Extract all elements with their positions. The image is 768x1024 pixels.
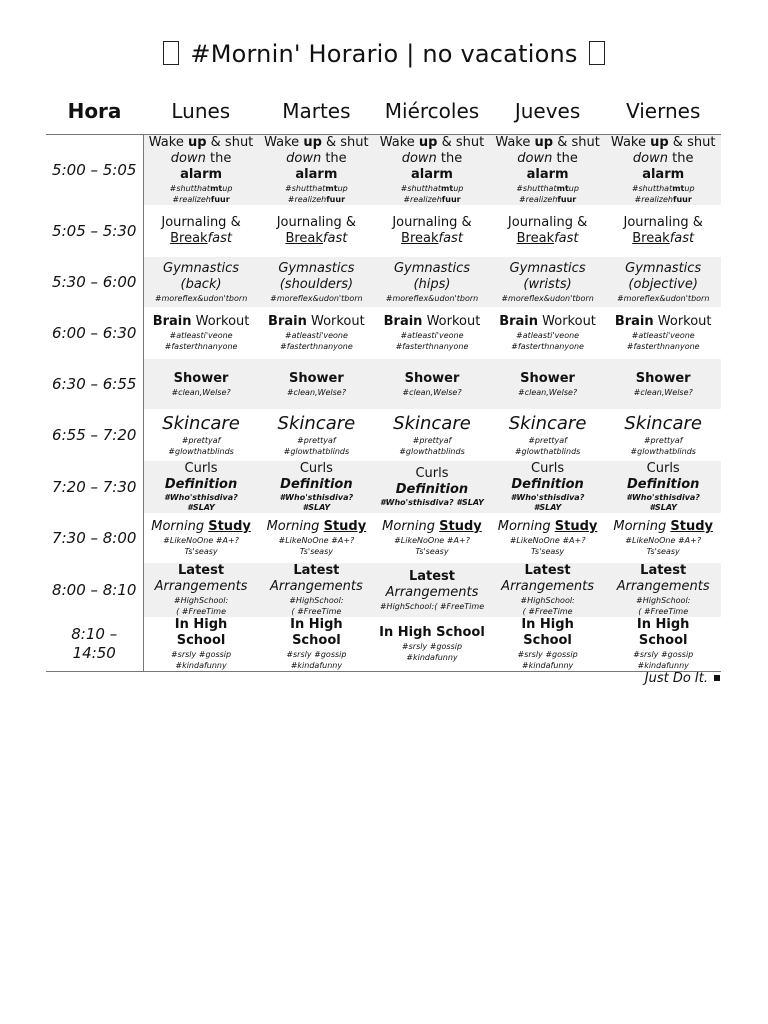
time-cell: 6:55 – 7:20 <box>46 409 143 461</box>
shower-cell: Shower #clean,Welse? <box>374 359 490 409</box>
wake-cell: Wake up & shut down the alarm #shutthatmtup #realizehfuur <box>259 135 375 206</box>
time-cell: 5:05 – 5:30 <box>46 205 143 257</box>
latest-cell: Latest Arrangements #HighSchool: ( #FreeTime <box>490 563 606 617</box>
latest-cell: Latest Arrangements #HighSchool:( #FreeTime <box>374 563 490 617</box>
header-row <box>46 88 721 135</box>
brain-cell: Brain Workout #atleasti'veone #fasterthnanyone <box>614 314 712 351</box>
table-row <box>46 617 721 672</box>
time-cell: 5:00 – 5:05 <box>46 135 143 206</box>
latest-cell: Latest Arrangements #HighSchool: ( #FreeTime <box>259 563 375 617</box>
shower-cell: Shower #clean,Welse? <box>490 359 606 409</box>
gym-cell: Gymnastics (objective) #moreflex&udon'tborn <box>605 257 721 307</box>
time-cell: 5:30 – 6:00 <box>46 257 143 307</box>
curls-cell: Curls Definition #Who'sthisdiva? #SLAY <box>490 461 606 513</box>
shower-cell: Shower #clean,Welse? <box>605 359 721 409</box>
skincare-cell: Skincare #prettyaf #glowthatblinds <box>508 413 587 456</box>
curls-cell: Curls Definition #Who'sthisdiva? #SLAY <box>143 461 259 513</box>
latest-cell: Latest Arrangements #HighSchool: ( #FreeTime <box>143 563 259 617</box>
wake-cell: Wake up & shut down the alarm #shutthatmtup #realizehfuur <box>490 135 606 206</box>
schedule-table <box>46 88 721 672</box>
table-row <box>46 409 721 461</box>
curls-cell: Curls Definition #Who'sthisdiva? #SLAY <box>374 461 490 513</box>
brain-cell: Brain Workout #atleasti'veone #fasterthnanyone <box>152 314 250 351</box>
table-row <box>46 205 721 257</box>
skincare-cell: Skincare #prettyaf #glowthatblinds <box>393 413 471 456</box>
brain-cell: Brain Workout #atleasti'veone #fasterthnanyone <box>268 314 365 351</box>
header-day: Jueves <box>490 88 606 135</box>
skincare-cell: Skincare #prettyaf #glowthatblinds <box>624 413 703 456</box>
school-cell: In High School #srsly #gossip #kindafunny <box>143 617 259 672</box>
journal-cell: Journaling & Breakfast <box>623 215 703 246</box>
study-cell: Morning Study #LikeNoOne #A+? Ts'seasy <box>266 519 367 556</box>
brain-cell: Brain Workout #atleasti'veone #fasterthnanyone <box>383 314 481 351</box>
study-cell: Morning Study #LikeNoOne #A+? Ts'seasy <box>613 519 713 556</box>
time-cell: 6:00 – 6:30 <box>46 307 143 359</box>
footer-slogan <box>600 671 720 686</box>
study-cell: Morning Study #LikeNoOne #A+? Ts'seasy <box>151 519 251 556</box>
table-row <box>46 461 721 513</box>
wake-cell: Wake up & shut down the alarm #shutthatmtup #realizehfuur <box>374 135 490 206</box>
gym-cell: Gymnastics (back) #moreflex&udon'tborn <box>143 257 259 307</box>
wake-cell: Wake up & shut down the alarm #shutthatmtup #realizehfuur <box>605 135 721 206</box>
shower-cell: Shower #clean,Welse? <box>143 359 259 409</box>
header-day: Viernes <box>605 88 721 135</box>
school-cell: In High School #srsly #gossip #kindafunny <box>374 617 490 672</box>
gym-cell: Gymnastics (wrists) #moreflex&udon'tborn <box>490 257 606 307</box>
table-row <box>46 257 721 307</box>
journal-cell: Journaling & Breakfast <box>507 215 588 246</box>
title-text: #Mornin' Horario | no vacations <box>190 40 578 68</box>
shower-cell: Shower #clean,Welse? <box>259 359 375 409</box>
school-cell: In High School #srsly #gossip #kindafunny <box>605 617 721 672</box>
table-row <box>46 563 721 617</box>
footer-text: Just Do It. <box>644 671 708 686</box>
missing-glyph-icon <box>589 41 605 65</box>
table-row <box>46 359 721 409</box>
curls-cell: Curls Definition #Who'sthisdiva? #SLAY <box>259 461 375 513</box>
wake-cell: Wake up & shut down the alarm #shutthatmtup #realizehfuur <box>143 135 259 206</box>
latest-cell: Latest Arrangements #HighSchool: ( #FreeTime <box>605 563 721 617</box>
table-row <box>46 135 721 206</box>
study-cell: Morning Study #LikeNoOne #A+? Ts'seasy <box>382 519 482 556</box>
time-cell: 6:30 – 6:55 <box>46 359 143 409</box>
school-cell: In High School #srsly #gossip #kindafunny <box>259 617 375 672</box>
skincare-cell: Skincare #prettyaf #glowthatblinds <box>162 413 240 456</box>
header-hora: Hora <box>46 88 143 135</box>
skincare-cell: Skincare #prettyaf #glowthatblinds <box>277 413 356 456</box>
time-cell: 7:20 – 7:30 <box>46 461 143 513</box>
table-row <box>46 513 721 563</box>
gym-cell: Gymnastics (shoulders) #moreflex&udon'tborn <box>259 257 375 307</box>
header-day: Martes <box>259 88 375 135</box>
time-cell: 7:30 – 8:00 <box>46 513 143 563</box>
school-cell: In High School #srsly #gossip #kindafunny <box>490 617 606 672</box>
journal-cell: Journaling & Breakfast <box>392 215 472 246</box>
time-cell: 8:00 – 8:10 <box>46 563 143 617</box>
page-title <box>0 40 768 68</box>
journal-cell: Journaling & Breakfast <box>161 215 241 246</box>
header-day: Lunes <box>143 88 259 135</box>
study-cell: Morning Study #LikeNoOne #A+? Ts'seasy <box>497 519 598 556</box>
brain-cell: Brain Workout #atleasti'veone #fasterthnanyone <box>499 314 596 351</box>
journal-cell: Journaling & Breakfast <box>276 215 357 246</box>
gym-cell: Gymnastics (hips) #moreflex&udon'tborn <box>374 257 490 307</box>
missing-glyph-icon <box>163 41 179 65</box>
square-bullet-icon <box>714 675 720 681</box>
time-cell: 8:10 – 14:50 <box>46 617 143 672</box>
curls-cell: Curls Definition #Who'sthisdiva? #SLAY <box>605 461 721 513</box>
table-row <box>46 307 721 359</box>
header-day: Miércoles <box>374 88 490 135</box>
